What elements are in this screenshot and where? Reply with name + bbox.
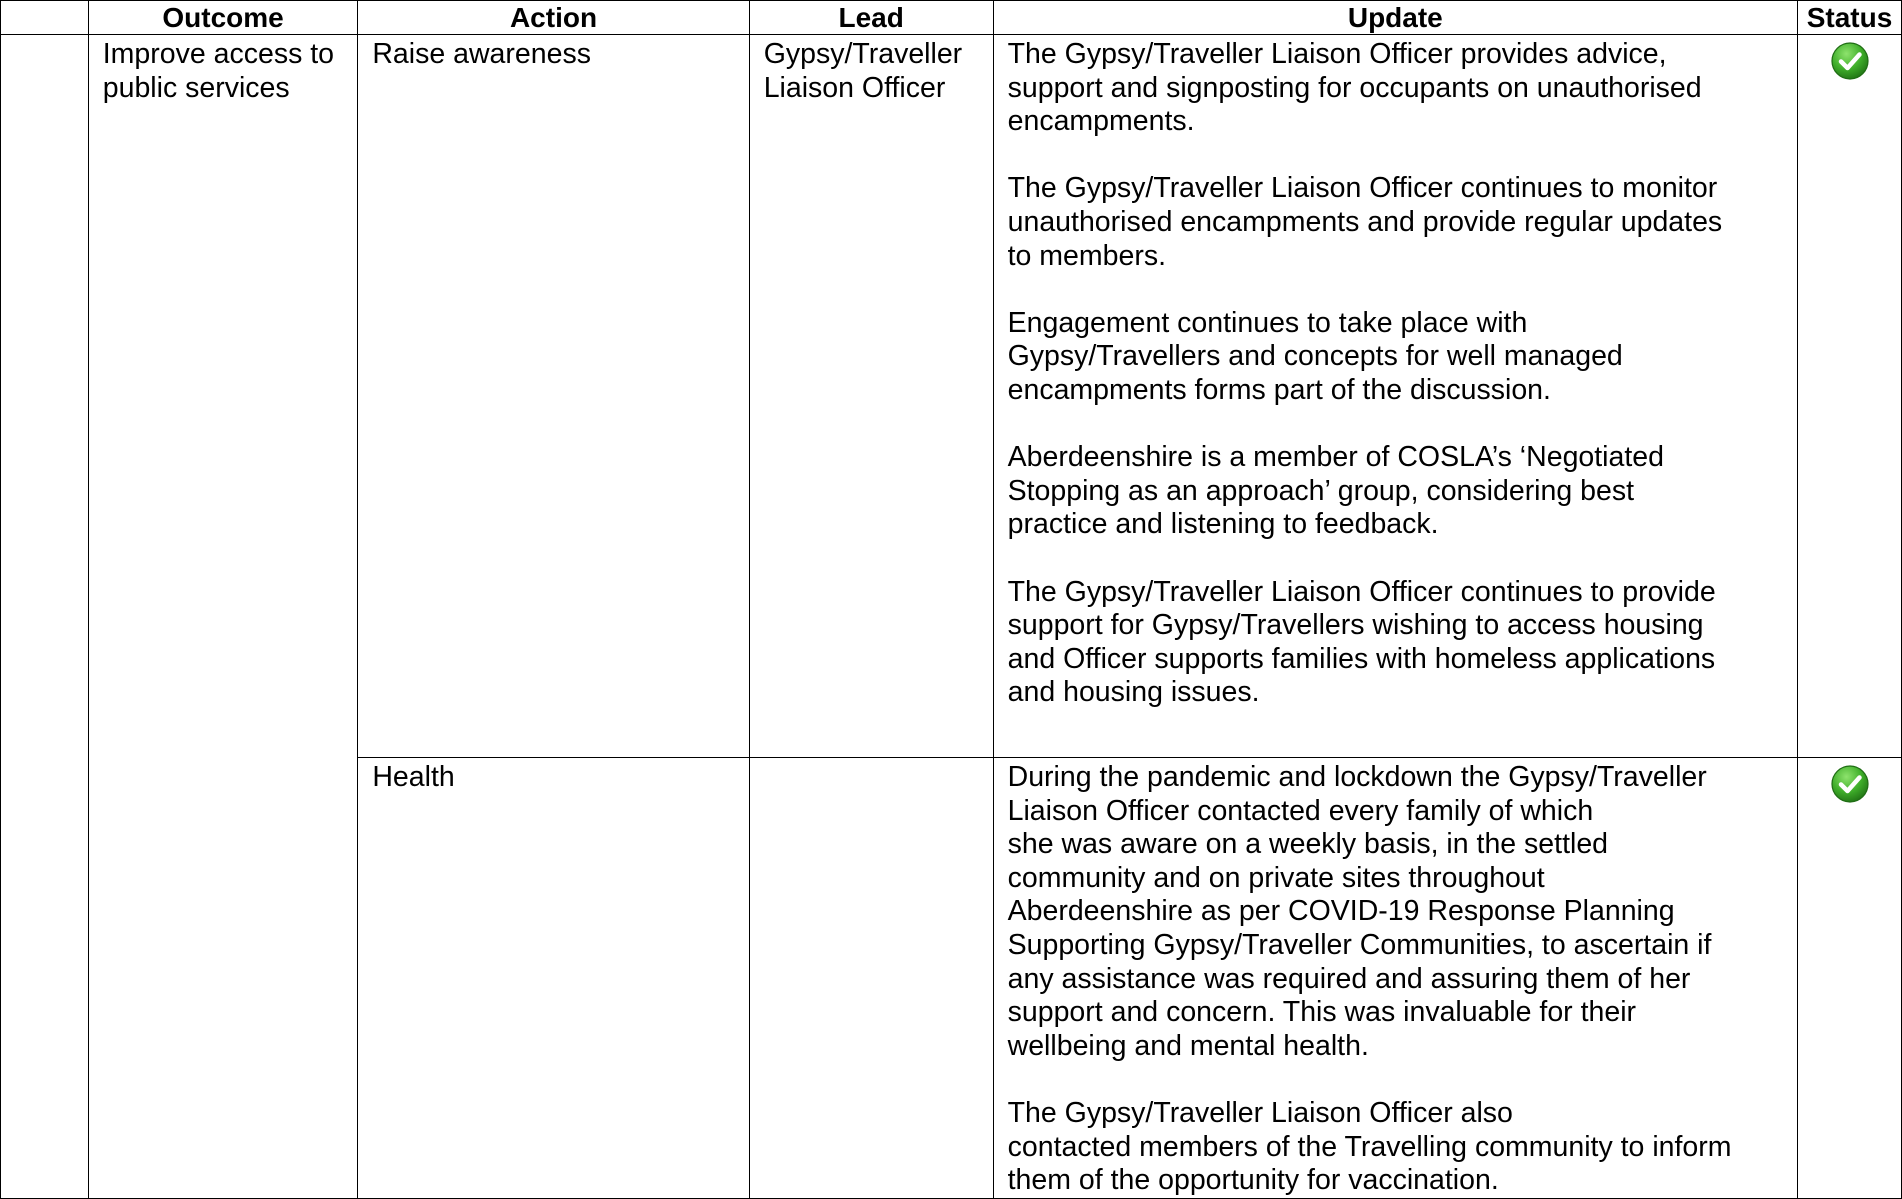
lead-cell (749, 35, 993, 758)
lead-text: Gypsy/Traveller Liaison Officer (763, 38, 963, 104)
green-check-icon (1830, 41, 1870, 81)
lead-text (750, 758, 993, 761)
action-cell (358, 758, 749, 1199)
blank-cell (1, 35, 89, 1199)
outcome-cell (88, 35, 358, 1199)
update-paragraph: Engagement continues to take place with Gypsy/Travellers and concepts for well managed encampments forms part of the discussion. (1007, 306, 1623, 406)
blank-header-cell (1, 1, 89, 35)
update-header: Update (993, 1, 1797, 35)
action-text: Raise awareness (372, 38, 591, 70)
status-header: Status (1798, 1, 1902, 35)
update-cell (993, 758, 1797, 1199)
update-paragraph: The Gypsy/Traveller Liaison Officer also contacted members of the Travelling community to inform them of the opportunity for vaccination. (1007, 1096, 1732, 1197)
table-row (1, 35, 1902, 758)
update-paragraph: The Gypsy/Traveller Liaison Officer provides advice, support and signposting for occupants on unauthorised encampments. (1007, 38, 1702, 138)
update-paragraph: The Gypsy/Traveller Liaison Officer continues to monitor unauthorised encampments and provide regular updates to members. (1007, 172, 1723, 272)
lead-header: Lead (749, 1, 993, 35)
update-paragraph: The Gypsy/Traveller Liaison Officer continues to provide support for Gypsy/Travellers wishing to access housing and Officer supports families with homeless applications and housing issues. (1007, 575, 1716, 709)
status-cell (1798, 758, 1902, 1199)
update-paragraph: During the pandemic and lockdown the Gypsy/Traveller Liaison Officer contacted every family of which she was aware on a weekly basis, in the settled community and on private sites throughout Aberdeenshire as per COVID-19 Response Planning Supporting Gypsy/Traveller Communities, to ascertain if any assistance was required and assuring them of her support and concern. This was invaluable for their wellbeing and mental health. (1007, 761, 1712, 1062)
lead-cell (749, 758, 993, 1199)
outcome-header: Outcome (88, 1, 358, 35)
action-cell (358, 35, 749, 758)
green-check-icon (1830, 764, 1870, 804)
action-text: Health (372, 761, 455, 793)
update-cell (993, 35, 1797, 758)
update-paragraph: Aberdeenshire is a member of COSLA’s ‘Negotiated Stopping as an approach’ group, considering best practice and listening to feedback. (1007, 441, 1664, 541)
header-row (1, 1, 1902, 35)
status-cell (1798, 35, 1902, 758)
action-header: Action (358, 1, 749, 35)
outcome-text: Improve access to public services (102, 38, 335, 104)
